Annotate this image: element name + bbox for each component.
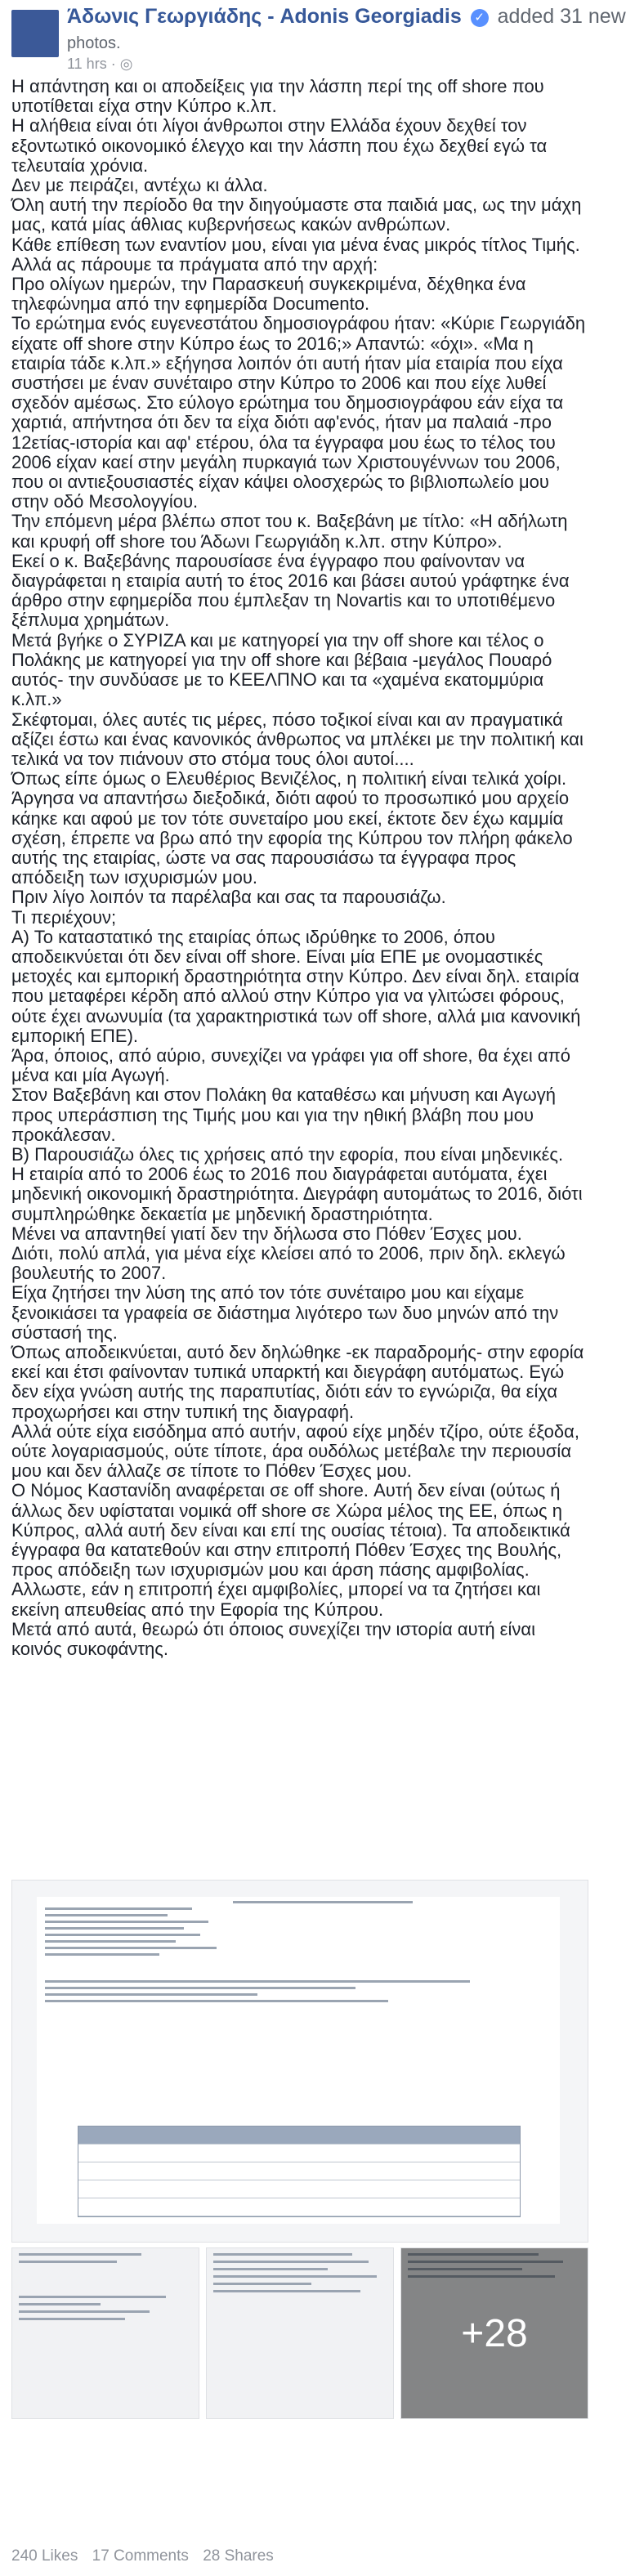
verified-badge-icon: ✓ — [471, 9, 489, 27]
post-paragraph: Άργησα να απαντήσω διεξοδικά, διότι αφού το προσωπικό μου αρχείο κάηκε και αφού με τον τότε συνεταίρο μου εκεί, έκτοτε δεν έχω καμμία σχέση, έπρεπε να βρω από την εφορία της Κύπρου τον πλήρη φάκελο αυτής της εταιρίας, ώστε να σας παρουσιάσω τα έγγραφα προς απόδειξη των ισχυρισμών μου. — [11, 788, 573, 888]
post-body — [11, 77, 588, 1659]
post-title-line — [67, 5, 626, 29]
author-name-link[interactable]: Άδωνις Γεωργιάδης - Adonis Georgiadis — [67, 5, 462, 28]
post-paragraph: Εκεί ο κ. Βαξεβάνης παρουσίασε ένα έγγραφο που φαίνονταν να διαγράφεται η εταιρία αυτή το έτος 2016 και βάσει αυτού γράφτηκε ένα άρθρο στην εφημερίδα που έμπλεξαν τη Novartis και το υποτιθέμενο ξέπλυμα χρημάτων. — [11, 550, 570, 631]
post-paragraph: Β) Παρουσιάζω όλες τις χρήσεις από την εφορία, που είναι μηδενικές. — [11, 1143, 564, 1165]
action-text: added 31 new — [497, 5, 626, 28]
post-paragraph: Είχα ζητήσει την λύση της από τον τότε συνέταιρο μου και είχαμε ξενοικιάσει τα γραφεία σε διάστημα λιγότερο των δυο μηνών από την σύστασή της. — [11, 1282, 559, 1343]
post-paragraph: Την επόμενη μέρα βλέπω σποτ του κ. Βαξεβάνη με τίτλο: «Η αδήλωτη και κρυφή off shore του Άδωνι Γεωργιάδη κ.λπ. στην Κύπρο». — [11, 511, 568, 552]
post-paragraph: Σκέφτομαι, όλες αυτές τις μέρες, πόσο τοξικοί είναι και αν πραγματικά αξίζει έστω και ένας κανονικός άνθρωπος να μπλέκει με την πολιτική και τελικά να τον πιάνουν στο στόμα τους όλοι αυτοί.... — [11, 709, 584, 769]
post-paragraph: Αλλά ούτε είχα εισόδημα από αυτήν, αφού είχε μηδέν τζίρο, ούτε έξοδα, ούτε λογαριασμούς, ούτε τίποτε, άρα ουδόλως μετέβαλε την περιουσία μου και δεν άλλαζε σε τίποτε το Πόθεν Έσχες μου. — [11, 1420, 579, 1482]
comments-count[interactable]: 17 Comments — [92, 2547, 189, 2565]
post-paragraph: Δεν με πειράζει, αντέχω κι άλλα. — [11, 175, 268, 196]
post-paragraph: Α) Το καταστατικό της εταιρίας όπως ιδρύθηκε το 2006, όπου αποδεικνύεται ότι δεν είναι off shore. Είναι μία ΕΠΕ με ονομαστικές μετοχές και εμπορική δραστηριότητα στην Κύπρο. Δεν είναι δηλ. εταιρία που μεταφέρει κέρδη από αλλού στην Κύπρο για να γλιτώσει φόρους, ούτε έχει ανωνυμία (τα χαρακτηριστικά των off shore, αλλά μια κανονική εμπορική ΕΠΕ). — [11, 926, 581, 1046]
post-paragraph: Ο Νόμος Καστανίδη αναφέρεται σε off shore. Αυτή δεν είναι (ούτως ή άλλως δεν υφίσταται νομικά off shore σε Χώρα μέλος της ΕΕ, όπως η Κύπρος, αλλά αυτή δεν είναι και επί της ουσίας τέτοια). Τα αποδεικτικά έγγραφα θα κατατεθούν και στην επιτροπή Πόθεν Έσχες της Βουλής, προς απόδειξη των ισχυρισμών μου και άρση πάσης αμφιβολίας. Αλλωστε, εάν η επιτροπή έχει αμφιβολίες, μπορεί να τα ζητήσει και εκείνη απευθείας από την Εφορία της Κύπρου. — [11, 1480, 570, 1620]
post-paragraph: Η απάντηση και οι αποδείξεις για την λάσπη περί της off shore που υποτίθεται είχα στην Κύπρο κ.λπ. — [11, 76, 544, 117]
photo-thumb-2[interactable] — [206, 2247, 394, 2419]
post-paragraph: Η εταιρία από το 2006 έως το 2016 που διαγράφεται αυτόματα, έχει μηδενική οικονομική δραστηριότητα. Διεγράφη αυτομάτως το 2016, διότι συμπληρώθηκε δεκαετία με μηδενική δραστηριότητα. — [11, 1164, 583, 1224]
post-paragraph: Στον Βαξεβάνη και στον Πολάκη θα καταθέσω και μήνυση και Αγωγή προς υπεράσπιση της Τιμής μου και για την ηθική βλάβη που μου προκάλεσαν. — [11, 1085, 557, 1145]
post-paragraph: Όπως αποδεικνύεται, αυτό δεν δηλώθηκε -εκ παραδρομής- στην εφορία εκεί και έτσι φαίνονταν τυπικά υπαρκτή και διεγράφη αυτόματως. Εγώ δεν είχα γνώση αυτής της παραπυτίας, διότι εάν το εγνώριζα, θα είχα προχωρήσει και στην τυπική της διαγραφή. — [11, 1342, 584, 1422]
post-timestamp-text[interactable]: 11 hrs — [67, 56, 107, 72]
likes-count[interactable]: 240 Likes — [11, 2547, 78, 2565]
globe-icon: ◎ — [119, 56, 133, 72]
document-table — [78, 2126, 521, 2217]
post-paragraph: Άρα, όποιος, από αύριο, συνεχίζει να γράφει για off shore, θα έχει από μένα και μία Αγωγή. — [11, 1044, 570, 1086]
more-photos-count[interactable]: +28 — [461, 2311, 528, 2355]
more-photos-overlay[interactable] — [401, 2248, 588, 2418]
shares-count[interactable]: 28 Shares — [203, 2547, 274, 2565]
post-header — [0, 0, 626, 75]
photo-thumb-more[interactable] — [400, 2247, 588, 2419]
photo-main[interactable] — [11, 1880, 588, 2243]
profile-avatar[interactable] — [11, 10, 59, 57]
post-paragraph: Διότι, πολύ απλά, για μένα είχε κλείσει από το 2006, πριν δηλ. εκλεγώ βουλευτής το 2007. — [11, 1242, 566, 1284]
post-paragraph: Το ερώτημα ενός ευγενεστάτου δημοσιογράφου ήταν: «Κύριε Γεωργιάδη είχατε off shore στην Κύπρο έως το 2016;» Απαντώ: «όχι». «Μα η εταιρία τάδε κ.λπ.» εξήγησα λοιπόν ότι αυτή ήταν μία εταιρία που είχα συστήσει με έναν συνέταιρο στην Κύπρο το 2006 και που είχε λυθεί σχεδόν αμέσως. Στο εύλογο ερώτημα του δημοσιογράφου εάν είχα τα χαρτιά, απήντησα ότι δεν τα είχα διότι αφ'ενός, ήταν μα παλαιά -προ 12ετίας-ιστορία και αφ' ετέρου, όλα τα έγγραφα μου έως το τέλος του 2006 είχαν καεί στην μεγάλη πυρκαγιά των Χριστουγέννων του 2006, που οι αντιεξουσιαστές είχαν κάψει ολοσχερώς το βιβλιοπωλείο μου στην οδό Μεσολογγίου. — [11, 313, 586, 512]
post-paragraph: Προ ολίγων ημερών, την Παρασκευή συγκεκριμένα, δέχθηκα ένα τηλεφώνημα από την εφημερίδα Documento. — [11, 274, 526, 315]
post-paragraph: Όπως είπε όμως ο Ελευθέριος Βενιζέλος, η πολιτική είναι τελικά χοίρι. — [11, 768, 567, 789]
photo-thumb-1[interactable] — [11, 2247, 199, 2419]
post-paragraph: Κάθε επίθεση των εναντίον μου, είναι για μένα ένας μικρός τίτλος Τιμής. — [11, 234, 580, 255]
post-paragraph: Μένει να απαντηθεί γιατί δεν την δήλωσα στο Πόθεν Έσχες μου. — [11, 1223, 522, 1244]
post-paragraph: Μετά βγήκε ο ΣΥΡΙΖΑ και με κατηγορεί για την off shore και τέλος ο Πολάκης με κατηγορεί για την off shore και βέβαια -μεγάλος Πουαρό αυτός- την συνδύασε με το ΚΕΕΛΠΝΟ και τα «χαμένα εκατομμύρια κ.λπ.» — [11, 629, 552, 710]
post-paragraph: Όλη αυτή την περίοδο θα την διηγούμαστε στα παιδιά μας, ως την μάχη μας, κατά μίας άθλιας κυβερνήσεως κακών ανθρώπων. — [11, 195, 582, 235]
post-paragraph: Μετά από αυτά, θεωρώ ότι όποιος συνεχίζει την ιστορία αυτή είναι κοινός συκοφάντης. — [11, 1618, 535, 1660]
post-stats — [11, 2547, 284, 2565]
post-paragraph: Τι περιέχουν; — [11, 906, 117, 928]
post-paragraph: Η αλήθεια είναι ότι λίγοι άνθρωποι στην Ελλάδα έχουν δεχθεί τον εξοντωτικό οικονομικό έλεγχο και την λάσπη που έχω δεχθεί εγώ τα τελευταία χρόνια. — [11, 115, 548, 176]
post-paragraph: Πριν λίγο λοιπόν τα παρέλαβα και σας τα παρουσιάζω. — [11, 887, 446, 908]
post-timestamp[interactable]: 11 hrs · ◎ — [67, 56, 133, 72]
action-text-suffix: photos. — [67, 34, 121, 52]
post-paragraph: Αλλά ας πάρουμε τα πράγματα από την αρχή: — [11, 253, 378, 275]
